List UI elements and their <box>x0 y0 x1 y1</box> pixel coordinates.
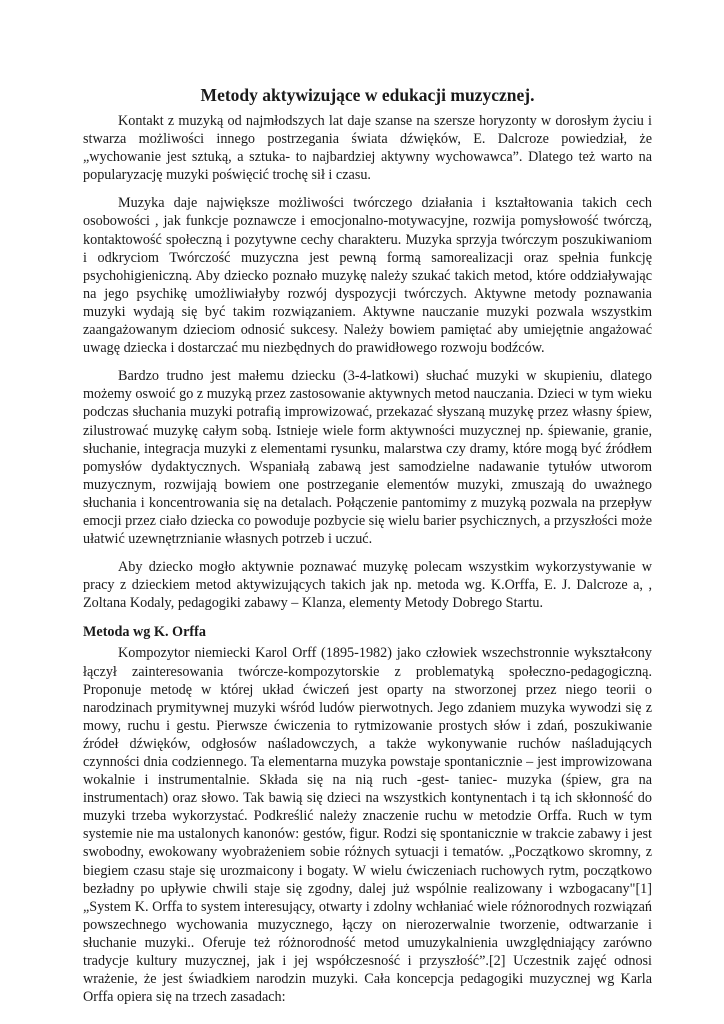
document-title: Metody aktywizujące w edukacji muzycznej. <box>200 85 535 105</box>
paragraph-intro: Kontakt z muzyką od najmłodszych lat daje szanse na szersze horyzonty w dorosłym życiu i stwarza możliwości innego postrzegania świata dźwięków, E. Dalcroze powiedział, że „wychowanie jest sztuką, a sztuka- to najbardziej aktywny wychowawca”. Dlatego też warto na popularyzację muzyki poświęcić trochę sił i czasu. <box>83 113 652 184</box>
paragraph-orff: Kompozytor niemiecki Karol Orff (1895-1982) jako człowiek wszechstronnie wykształcony łączył zainteresowania twórcze-kompozytorskie z problematyką społeczno-pedagogiczną. Proponuje metodę w której układ ćwiczeń jest oparty na stworzonej przez niego teorii o narodzinach prymitywnej muzyki wśród ludów pierwotnych. Jego zdaniem muzyka wywodzi się z mowy, ruchu i gestu. Pierwsze ćwiczenia to rytmizowanie prostych słów i zdań, poszukiwanie źródeł dźwięków, odgłosów naśladowczych, a także wykonywanie ruchów naśladujących czynności dnia codziennego. Ta elementarna muzyka powstaje spontanicznie – jest improwizowana wokalnie i instrumentalnie. Składa się na nią ruch -gest- taniec- muzyka (śpiew, gra na instrumentach) oraz słowo. Tak bawią się dzieci na wszystkich kontynentach i tą ich skłonność do muzyki trzeba wykorzystać. Podkreślić należy znaczenie ruchu w metodzie Orffa. Ruch w tym systemie nie ma ustalonych kanonów: gestów, figur. Rodzi się spontanicznie w trakcie zabawy i jest swobodny, ewokowany wyobrażeniem sobie różnych sytuacji i tematów. „Początkowo skromny, z biegiem czasu staje się urozmaicony i bogaty. W wielu ćwiczeniach ruchowych rytm, początkowo bezładny po upływie chwili staje się zgodny, dalej już wspólnie realizowany i wzbogacany"[1] „System K. Orffa to system interesujący, otwarty i zdolny wchłaniać wiele różnorodnych rozwiązań powszechnego wychowania muzycznego, łączy on nierozerwalnie tworzenie, odtwarzanie i słuchanie muzyki.. Oferuje też różnorodność metod umuzykalnienia uwzględniający zarówno tradycje kultury muzycznej, jak i jej współczesność i przyszłość”.[2] Uczestnik zajęć odnosi wrażenie, że jest świadkiem narodzin muzyki. Cała koncepcja pedagogiki muzycznej wg Karla Orffa opiera się na trzech zasadach: <box>83 645 652 1006</box>
paragraph-music-creativity: Muzyka daje największe możliwości twórczego działania i kształtowania takich cech osobowości , jak funkcje poznawcze i emocjonalno-motywacyjne, rozwija pomysłowość twórczą, kontaktowość społeczną i pozytywne cechy charakteru. Muzyka sprzyja twórczym poszukiwaniom i odkryciom Twórczość muzyczna jest pewną formą samorealizacji oraz spełnia funkcję psychohigieniczną. Aby dziecko poznało muzykę należy szukać takich metod, które oddziaływając na jego psychikę umożliwiałyby rozwój dyspozycji twórczych. Aktywne metody poznawania muzyki wydają się być takim rozwiązaniem. Aktywne nauczanie muzyki pozwala wszystkim zaangażowanym dzieciom odnosić sukcesy. Należy bowiem pamiętać aby umiejętnie angażować uwagę dziecka i dostarczać mu niezbędnych do prawidłowego rozwoju bodźców. <box>83 195 652 357</box>
paragraph-active-methods: Aby dziecko mogło aktywnie poznawać muzykę polecam wszystkim wykorzystywanie w pracy z dzieckiem metod aktywizujących takich jak np. metoda wg. K.Orffa, E. J. Dalcroze a, , Zoltana Kodaly, pedagogiki zabawy – Klanza, elementy Metody Dobrego Startu. <box>83 559 652 612</box>
section-heading-orff: Metoda wg K. Orffa <box>83 624 206 641</box>
paragraph-young-child: Bardzo trudno jest małemu dziecku (3-4-latkowi) słuchać muzyki w skupieniu, dlatego możemy oswoić go z muzyką przez zastosowanie aktywnych metod nauczania. Dzieci w tym wieku podczas słuchania muzyki potrafią improwizować, przekazać słyszaną muzykę przez własny śpiew, zilustrować muzykę całym sobą. Istnieje wiele form aktywności muzycznej np. śpiewanie, granie, słuchanie, integracja muzyki z elementami rysunku, malarstwa czy dramy, które mogą być źródłem pomysłów dydaktycznych. Wspaniałą zabawą jest samodzielne nadawanie tytułów utworom muzycznym, rozwijają bowiem one postrzeganie elementów muzyki, zmuszają do uważnego słuchania i koncentrowania się na detalach. Połączenie pantomimy z muzyką pozwala na przepływ emocji przez ciało dziecka co powoduje pozbycie się wielu barier psychicznych, a przyszłości może ułatwić uzewnętrznianie własnych potrzeb i uczuć. <box>83 368 652 548</box>
